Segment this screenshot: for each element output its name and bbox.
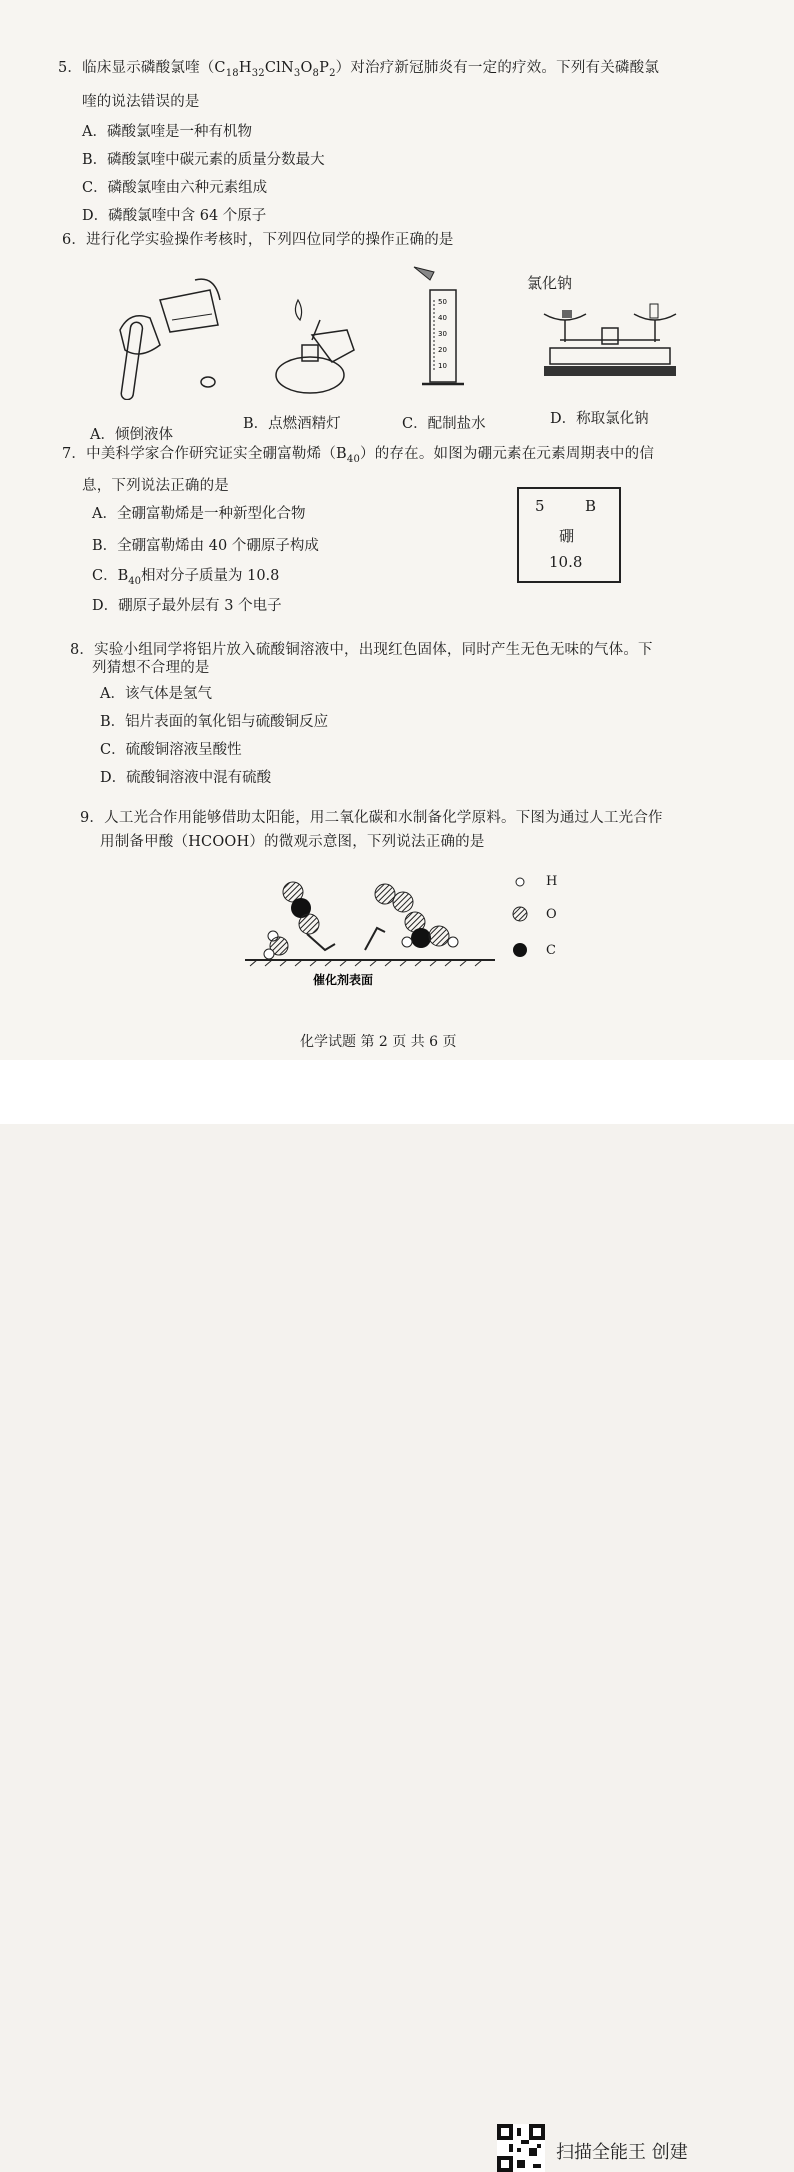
page-footer: 化学试题 第 2 页 共 6 页 bbox=[300, 1034, 457, 1050]
figure-pouring-liquid bbox=[100, 270, 230, 400]
q7-stem-line1: 7．中美科学家合作研究证实全硼富勒烯$(B_{40})$的存在。如图为硼元素在元素周期表中的信 bbox=[62, 446, 655, 465]
figure-catalyst-surface bbox=[245, 870, 495, 990]
element-symbol: B bbox=[585, 497, 597, 515]
figure-graduated-cylinder bbox=[404, 262, 474, 392]
cylinder-tick-50: 50 bbox=[438, 298, 447, 306]
q6-caption-c: C．配制盐水 bbox=[402, 416, 486, 432]
q8-option-b: B．铝片表面的氧化铝与硫酸铜反应 bbox=[100, 714, 329, 730]
q8-stem-line2: 列猜想不合理的是 bbox=[92, 660, 210, 676]
legend-o: O bbox=[546, 907, 557, 922]
q6-caption-d: D．称取氯化钠 bbox=[550, 411, 649, 427]
q7-option-c: C．$B_{40}$相对分子质量为 10.8 bbox=[92, 568, 280, 587]
q5-stem-line2: 喹的说法错误的是 bbox=[82, 94, 200, 110]
qr-code-icon bbox=[497, 2124, 545, 2172]
scanner-watermark-bar bbox=[0, 1060, 794, 2163]
q9-stem-line1: 9．人工光合作用能够借助太阳能，用二氧化碳和水制备化学原料。下图为通过人工光合作 bbox=[80, 810, 663, 826]
q7-option-d: D．硼原子最外层有 3 个电子 bbox=[92, 598, 282, 614]
q6-stem: 6．进行化学实验操作考核时，下列四位同学的操作正确的是 bbox=[62, 232, 454, 248]
q5-stem-line1: 5．临床显示磷酸氯喹$(C_{18}H_{32}ClN_3O_8P_2)$对治疗新冠肺炎有一定的疗效。下列有关磷酸氯 bbox=[58, 60, 660, 79]
q8-option-d: D．硫酸铜溶液中混有硫酸 bbox=[100, 770, 272, 786]
scanner-watermark-text: 扫描全能王 创建 bbox=[556, 2142, 688, 2163]
legend-c: C bbox=[546, 943, 556, 958]
element-mass: 10.8 bbox=[549, 553, 583, 571]
periodic-table-cell bbox=[517, 487, 621, 583]
figure-balance bbox=[540, 296, 680, 386]
molecule-legend-icons bbox=[510, 872, 530, 962]
q9-stem-line2: 用制备甲酸（HCOOH）的微观示意图，下列说法正确的是 bbox=[100, 834, 485, 850]
q6-caption-a: A．倾倒液体 bbox=[90, 427, 173, 443]
cylinder-tick-20: 20 bbox=[438, 346, 447, 354]
q5-option-d: D．磷酸氯喹中含 64 个原子 bbox=[82, 208, 267, 224]
q7-option-a: A．全硼富勒烯是一种新型化合物 bbox=[92, 506, 306, 522]
exam-page bbox=[0, 0, 794, 1060]
element-name: 硼 bbox=[559, 527, 575, 545]
q8-stem-line1: 8．实验小组同学将铝片放入硫酸铜溶液中，出现红色固体，同时产生无色无味的气体。下 bbox=[70, 642, 653, 658]
cylinder-tick-10: 10 bbox=[438, 362, 447, 370]
cylinder-tick-30: 30 bbox=[438, 330, 447, 338]
q8-option-a: A．该气体是氢气 bbox=[100, 686, 212, 702]
figure-alcohol-lamps bbox=[262, 290, 362, 400]
q7-option-b: B．全硼富勒烯由 40 个硼原子构成 bbox=[92, 538, 319, 554]
element-number: 5 bbox=[535, 497, 545, 515]
q7-stem-line2: 息，下列说法正确的是 bbox=[82, 478, 229, 494]
cylinder-tick-40: 40 bbox=[438, 314, 447, 322]
q6-caption-b: B．点燃酒精灯 bbox=[243, 416, 341, 432]
q5-option-c: C．磷酸氯喹由六种元素组成 bbox=[82, 180, 268, 196]
legend-h: H bbox=[546, 874, 558, 889]
label-sodium-chloride: 氯化钠 bbox=[527, 274, 573, 292]
q5-option-a: A．磷酸氯喹是一种有机物 bbox=[82, 124, 252, 140]
q8-option-c: C．硫酸铜溶液呈酸性 bbox=[100, 742, 242, 758]
catalyst-surface-label: 催化剂表面 bbox=[313, 973, 374, 987]
q5-option-b: B．磷酸氯喹中碳元素的质量分数最大 bbox=[82, 152, 325, 168]
